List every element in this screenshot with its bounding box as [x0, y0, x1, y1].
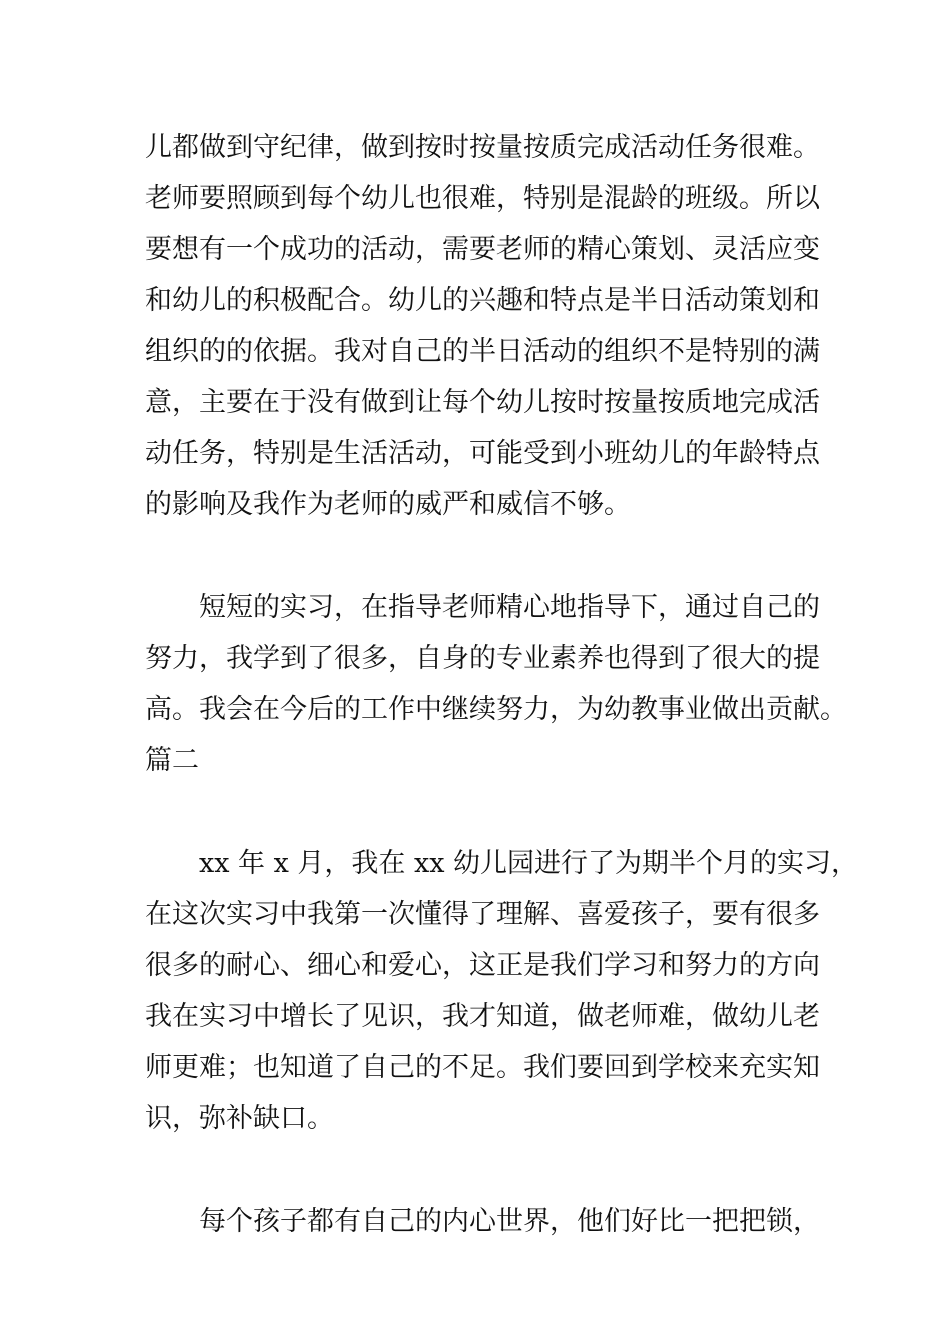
text-line: 高。我会在今后的工作中继续努力，为幼教事业做出贡献。 [145, 694, 847, 725]
paragraph-gap [145, 790, 810, 842]
section-heading: 篇二 [145, 745, 199, 776]
text-line: xx 年 x 月，我在 xx 幼儿园进行了为期半个月的实习， [199, 848, 859, 879]
paragraph-2 [145, 586, 847, 783]
text-line: 短短的实习，在指导老师精心地指导下，通过自己的 [199, 592, 820, 623]
text-line: 动任务，特别是生活活动，可能受到小班幼儿的年龄特点 [145, 438, 820, 469]
text-line: 在这次实习中我第一次懂得了理解、喜爱孩子，要有很多 [145, 899, 820, 930]
paragraph-gap [145, 1148, 810, 1200]
text-line: 我在实习中增长了见识，我才知道，做老师难，做幼儿老 [145, 1001, 820, 1032]
paragraph-3 [145, 842, 859, 1141]
text-line: 的影响及我作为老师的威严和威信不够。 [145, 489, 631, 520]
text-line: 和幼儿的积极配合。幼儿的兴趣和特点是半日活动策划和 [145, 285, 820, 316]
text-line: 努力，我学到了很多，自身的专业素养也得到了很大的提 [145, 643, 820, 674]
document-body [145, 126, 859, 1251]
text-line: 要想有一个成功的活动，需要老师的精心策划、灵活应变 [145, 234, 820, 265]
text-line: 很多的耐心、细心和爱心，这正是我们学习和努力的方向 [145, 950, 820, 981]
paragraph-4 [145, 1200, 820, 1244]
text-line: 每个孩子都有自己的内心世界，他们好比一把把锁， [199, 1206, 820, 1237]
text-line: 老师要照顾到每个幼儿也很难，特别是混龄的班级。所以 [145, 183, 820, 214]
text-line: 意，主要在于没有做到让每个幼儿按时按量按质地完成活 [145, 387, 820, 418]
text-line: 师更难；也知道了自己的不足。我们要回到学校来充实知 [145, 1052, 820, 1083]
text-line: 儿都做到守纪律，做到按时按量按质完成活动任务很难。 [145, 132, 820, 163]
text-line: 识，弥补缺口。 [145, 1103, 334, 1134]
paragraph-gap [145, 534, 810, 586]
paragraph-1 [145, 126, 820, 527]
text-line: 组织的的依据。我对自己的半日活动的组织不是特别的满 [145, 336, 820, 367]
